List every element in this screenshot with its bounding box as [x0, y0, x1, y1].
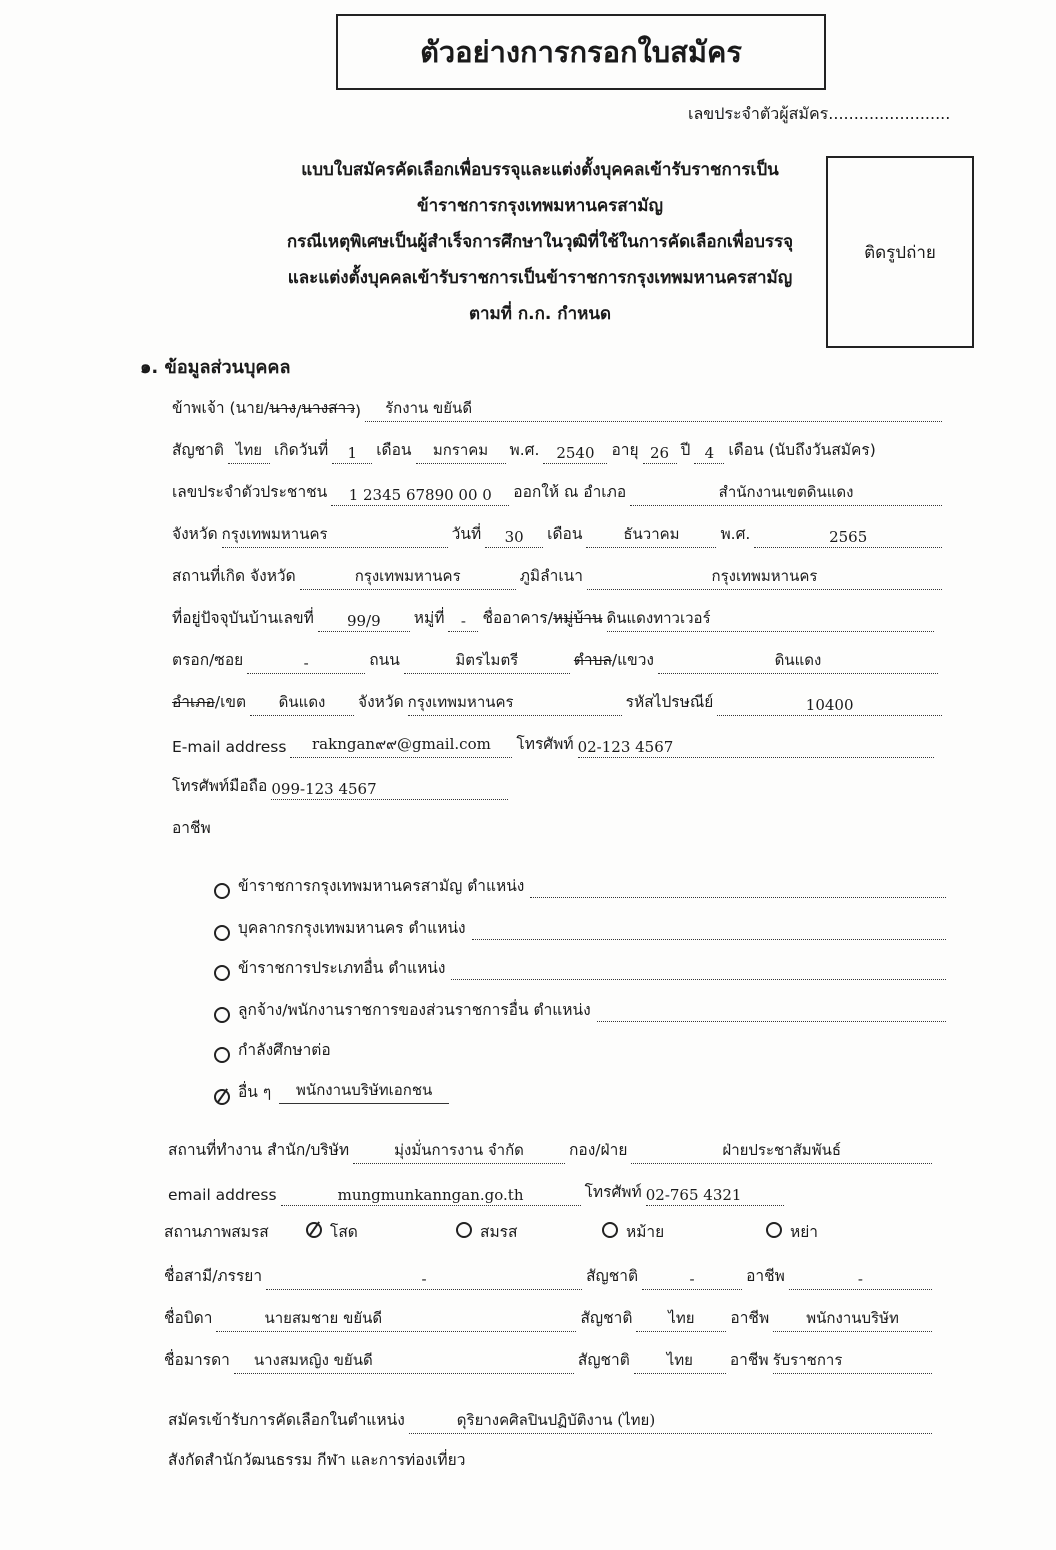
father-occupation-label: อาชีพ	[730, 1309, 770, 1327]
province-label: จังหวัด	[172, 525, 218, 543]
mother-field[interactable]: นางสมหญิง ขยันดี	[234, 1350, 574, 1374]
checked-radio-icon[interactable]	[214, 1089, 230, 1105]
house-no-field[interactable]: 99/9	[318, 608, 410, 632]
addr-province-field[interactable]: กรุงเทพมหานคร	[408, 692, 622, 716]
age-months-field[interactable]: 4	[694, 440, 724, 464]
work-contact-row	[168, 1176, 788, 1206]
photo-box-label: ติดรูปถ่าย	[864, 242, 936, 263]
marital-option-label: สมรส	[480, 1223, 518, 1241]
birthplace-label: สถานที่เกิด จังหวัด	[172, 567, 296, 585]
occupation-position-field[interactable]	[530, 875, 946, 898]
mother-nationality-label: สัญชาติ	[577, 1351, 630, 1369]
name-label: ข้าพเจ้า (นาย/	[172, 399, 270, 417]
mobile-field[interactable]: 099-123 4567	[271, 776, 508, 800]
occupation-option[interactable]	[214, 992, 946, 1022]
occupation-option[interactable]	[214, 1032, 331, 1062]
mother-label: ชื่อมารดา	[164, 1351, 230, 1369]
occupation-position-field[interactable]	[472, 917, 946, 940]
workplace-field[interactable]: มุ่งมั่นการงาน จำกัด	[353, 1140, 565, 1164]
spouse-row	[164, 1260, 936, 1290]
spouse-label: ชื่อสามี/ภรรยา	[164, 1267, 263, 1285]
moo-label: หมู่ที่	[413, 609, 445, 627]
affiliation-row	[168, 1444, 465, 1474]
father-label: ชื่อบิดา	[164, 1309, 213, 1327]
email-field[interactable]: rakngan๙๙@gmail.com	[290, 734, 512, 758]
title-option-mrs: นาง	[269, 399, 297, 417]
spouse-nationality-label: สัญชาติ	[586, 1267, 639, 1285]
father-nationality-label: สัญชาติ	[580, 1309, 633, 1327]
work-email-label: email address	[168, 1186, 277, 1204]
nationality-label: สัญชาติ	[172, 441, 224, 459]
postcode-label: รหัสไปรษณีย์	[625, 693, 714, 711]
birth-month-label: เดือน	[376, 441, 412, 459]
phone-label: โทรศัพท์	[516, 735, 574, 753]
domicile-field[interactable]: กรุงเทพมหานคร	[587, 566, 942, 590]
occupation-option-label: บุคลากรกรุงเทพมหานคร ตำแหน่ง	[238, 919, 466, 937]
occupation-option[interactable]	[214, 868, 946, 898]
addr-province-label: จังหวัด	[358, 693, 404, 711]
address-label: ที่อยู่ปัจจุบันบ้านเลขที่	[172, 609, 314, 627]
position-field[interactable]: ดุริยางคศิลปินปฏิบัติงาน (ไทย)	[409, 1410, 932, 1434]
mother-row	[164, 1344, 936, 1374]
id-field[interactable]: 1 2345 67890 00 0	[331, 482, 509, 506]
postcode-field[interactable]: 10400	[717, 692, 942, 716]
occupation-option-label: ลูกจ้าง/พนักงานราชการของส่วนราชการอื่น ตำแหน่ง	[238, 1001, 591, 1019]
radio-icon[interactable]	[214, 925, 230, 941]
father-occupation-field[interactable]: พนักงานบริษัท	[773, 1308, 932, 1332]
form-title-line: กรณีเหตุพิเศษเป็นผู้สำเร็จการศึกษาในวุฒิที่ใช้ในการคัดเลือกเพื่อบรรจุ	[286, 232, 794, 252]
birth-row	[172, 434, 956, 464]
contact-row	[172, 728, 938, 758]
address-row	[172, 602, 938, 632]
phone-field[interactable]: 02-123 4567	[578, 734, 934, 758]
work-phone-label: โทรศัพท์	[584, 1183, 642, 1201]
photo-box[interactable]	[826, 156, 974, 348]
spouse-occupation-field[interactable]: -	[789, 1266, 932, 1290]
years-label: ปี	[680, 441, 691, 459]
marital-option-label: โสด	[330, 1223, 358, 1241]
position-label: สมัครเข้ารับการคัดเลือกในตำแหน่ง	[168, 1411, 405, 1429]
issue-year-label: พ.ศ.	[720, 525, 751, 543]
birthplace-row	[172, 560, 946, 590]
occupation-option[interactable]	[214, 1074, 453, 1104]
checked-radio-icon[interactable]	[306, 1222, 322, 1238]
road-field[interactable]: มิตรไมตรี	[404, 650, 570, 674]
occupation-option[interactable]	[214, 950, 946, 980]
issued-field[interactable]: สำนักงานเขตดินแดง	[630, 482, 942, 506]
spouse-occupation-label: อาชีพ	[746, 1267, 785, 1285]
birth-day-field[interactable]: 1	[332, 440, 372, 464]
occupation-label-row	[172, 812, 211, 842]
radio-icon[interactable]	[214, 1047, 230, 1063]
marital-option[interactable]	[306, 1219, 456, 1246]
applicant-id-field[interactable]: เลขประจำตัวผู้สมัคร........................	[688, 104, 951, 123]
occupation-option[interactable]	[214, 910, 946, 940]
work-email-field[interactable]: mungmunkanngan.go.th	[281, 1182, 581, 1206]
building-label: ชื่ออาคาร/	[482, 609, 553, 627]
name-field[interactable]: รักงาน ขยันดี	[365, 398, 942, 422]
occupation-position-field[interactable]	[597, 999, 946, 1022]
birth-month-field[interactable]: มกราคม	[416, 440, 506, 464]
workplace-label: สถานที่ทำงาน สำนัก/บริษัท	[168, 1141, 350, 1159]
mobile-label: โทรศัพท์มือถือ	[172, 777, 268, 795]
subdistrict-field[interactable]: ดินแดง	[658, 650, 938, 674]
marital-option[interactable]	[456, 1219, 602, 1246]
marital-option[interactable]	[602, 1219, 766, 1246]
marital-row	[164, 1216, 844, 1246]
district-row	[172, 686, 946, 716]
spouse-field[interactable]: -	[266, 1266, 582, 1290]
marital-option[interactable]	[766, 1219, 818, 1246]
name-row	[172, 392, 946, 422]
mother-occupation-label: อาชีพ	[729, 1351, 769, 1369]
occupation-position-field[interactable]	[451, 957, 946, 980]
radio-icon[interactable]	[214, 1007, 230, 1023]
issue-date-row	[172, 518, 946, 548]
street-row	[172, 644, 942, 674]
radio-icon[interactable]	[214, 965, 230, 981]
amphoe-option: อำเภอ	[172, 693, 215, 711]
building-field[interactable]: ดินแดงทาวเวอร์	[607, 608, 935, 632]
moo-field[interactable]: -	[448, 608, 478, 632]
division-label: กอง/ฝ่าย	[569, 1141, 628, 1159]
marital-label: สถานภาพสมรส	[164, 1223, 269, 1241]
soi-label: ตรอก/ซอย	[172, 651, 244, 669]
radio-icon[interactable]	[456, 1222, 472, 1238]
subdistrict-label: /แขวง	[611, 651, 654, 669]
tambon-option: ตำบล	[573, 651, 612, 669]
email-label: E-mail address	[172, 738, 287, 756]
age-label: อายุ	[611, 441, 639, 459]
form-title-line: และแต่งตั้งบุคคลเข้ารับราชการเป็นข้าราชการกรุงเทพมหานครสามัญ	[287, 268, 793, 288]
spouse-nationality-field[interactable]: -	[642, 1266, 742, 1290]
division-field[interactable]: ฝ่ายประชาสัมพันธ์	[631, 1140, 932, 1164]
issued-label: ออกให้ ณ อำเภอ	[513, 483, 627, 501]
occupation-option-label: กำลังศึกษาต่อ	[238, 1041, 331, 1059]
workplace-row	[168, 1134, 936, 1164]
birth-year-field[interactable]: 2540	[543, 440, 607, 464]
age-years-field[interactable]: 26	[643, 440, 677, 464]
village-option: หมู่บ้าน	[552, 609, 603, 627]
soi-field[interactable]: -	[247, 650, 365, 674]
issue-day-field[interactable]: 30	[485, 524, 543, 548]
birth-day-label: เกิดวันที่	[273, 441, 329, 459]
occupation-other-field[interactable]: พนักงานบริษัทเอกชน	[279, 1080, 449, 1104]
id-row	[172, 476, 946, 506]
occupation-option-label: อื่น ๆ	[238, 1083, 272, 1101]
mother-occupation-field[interactable]: รับราชการ	[773, 1350, 932, 1374]
work-phone-field[interactable]: 02-765 4321	[646, 1182, 784, 1206]
occupation-option-label: ข้าราชการประเภทอื่น ตำแหน่ง	[238, 959, 446, 977]
id-label: เลขประจำตัวประชาชน	[172, 483, 328, 501]
marital-option-label: หม้าย	[626, 1223, 665, 1241]
nationality-field[interactable]: ไทย	[228, 440, 270, 464]
title-sep: /	[296, 402, 302, 420]
issue-month-label: เดือน	[547, 525, 583, 543]
title-close: )	[355, 402, 362, 420]
father-field[interactable]: นายสมชาย ขยันดี	[216, 1308, 576, 1332]
father-row	[164, 1302, 936, 1332]
form-title	[250, 152, 830, 332]
page-title: ตัวอย่างการกรอกใบสมัคร	[336, 14, 826, 90]
road-label: ถนน	[369, 651, 400, 669]
age-tail-label: เดือน (นับถึงวันสมัคร)	[728, 441, 876, 459]
province-field[interactable]: กรุงเทพมหานคร	[222, 524, 448, 548]
father-nationality-field[interactable]: ไทย	[636, 1308, 726, 1332]
district-field[interactable]: ดินแดง	[250, 692, 354, 716]
mobile-row	[172, 770, 512, 800]
form-title-line: ข้าราชการกรุงเทพมหานครสามัญ	[417, 196, 663, 216]
title-option-miss: นางสาว	[301, 399, 356, 417]
radio-icon[interactable]	[766, 1222, 782, 1238]
marital-option-label: หย่า	[790, 1223, 819, 1241]
birthplace-field[interactable]: กรุงเทพมหานคร	[300, 566, 516, 590]
domicile-label: ภูมิลำเนา	[519, 567, 583, 585]
section-heading: ๑. ข้อมูลส่วนบุคคล	[140, 357, 291, 378]
position-row	[168, 1404, 936, 1434]
form-title-line: ตามที่ ก.ก. กำหนด	[468, 304, 612, 324]
form-title-line: แบบใบสมัครคัดเลือกเพื่อบรรจุและแต่งตั้งบุคคลเข้ารับราชการเป็น	[301, 160, 779, 180]
radio-icon[interactable]	[214, 883, 230, 899]
issue-year-field[interactable]: 2565	[754, 524, 942, 548]
radio-icon[interactable]	[602, 1222, 618, 1238]
issue-month-field[interactable]: ธันวาคม	[586, 524, 716, 548]
occupation-option-label: ข้าราชการกรุงเทพมหานครสามัญ ตำแหน่ง	[238, 877, 525, 895]
issue-day-label: วันที่	[451, 525, 482, 543]
mother-nationality-field[interactable]: ไทย	[634, 1350, 726, 1374]
district-label: /เขต	[214, 693, 247, 711]
birth-year-label: พ.ศ.	[509, 441, 540, 459]
occupation-label: อาชีพ	[172, 819, 211, 837]
affiliation-text: สังกัดสำนักวัฒนธรรม กีฬา และการท่องเที่ยว	[168, 1451, 466, 1469]
